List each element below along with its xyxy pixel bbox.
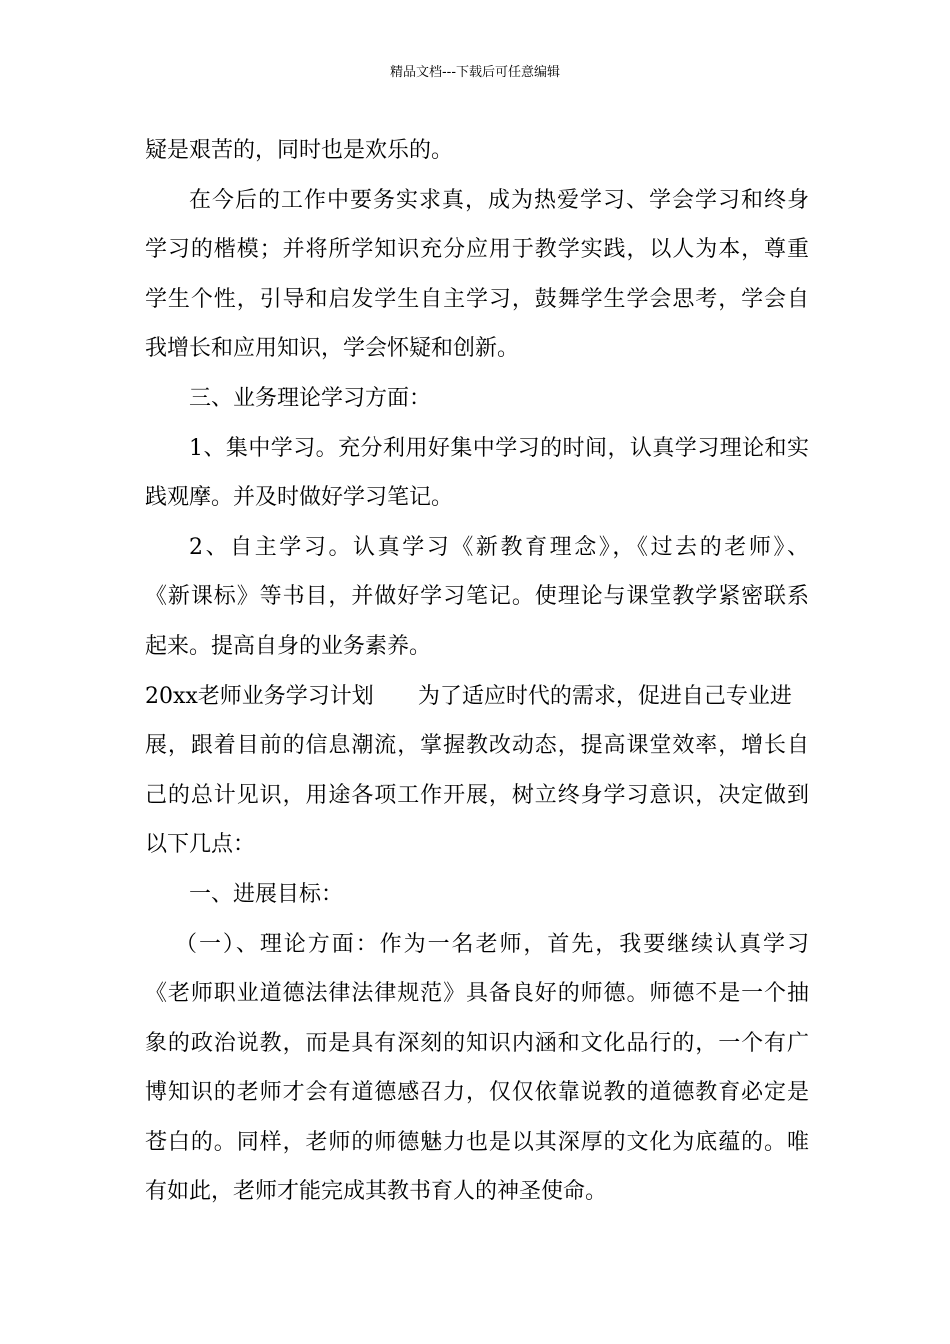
- text-line: 疑是艰苦的，同时也是欢乐的。: [145, 138, 454, 163]
- text-line: 学生个性，引导和启发学生自主学习，鼓舞学生学会思考，学会自: [145, 286, 809, 312]
- text-line: 己的总计见识，用途各项工作开展，树立终身学习意识，决定做到: [145, 782, 809, 808]
- plan-title-line: [145, 672, 809, 722]
- section-heading: 三、业务理论学习方面：: [189, 385, 432, 411]
- plan-title: 20xx老师业务学习计划: [145, 683, 374, 709]
- paragraph-start: 2、自主学习。认真学习《新教育理念》，《过去的老师》、: [189, 534, 809, 560]
- paragraph-start: （一）、理论方面：作为一名老师，首先，我要继续认真学习: [175, 931, 809, 957]
- plan-intro: 为了适应时代的需求，促进自己专业进: [417, 683, 792, 709]
- text-line: 学习的楷模；并将所学知识充分应用于教学实践，以人为本，尊重: [145, 237, 809, 263]
- text-line: 起来。提高自身的业务素养。: [145, 633, 432, 659]
- text-line: 有如此，老师才能完成其教书育人的神圣使命。: [145, 1179, 608, 1205]
- paragraph-start: 1、集中学习。充分利用好集中学习的时间，认真学习理论和实: [189, 435, 809, 461]
- text-line: 博知识的老师才会有道德感召力，仅仅依靠说教的道德教育必定是: [145, 1080, 809, 1106]
- document-body: [145, 126, 809, 1217]
- text-line: 以下几点：: [145, 832, 256, 858]
- text-line: 践观摩。并及时做好学习笔记。: [145, 485, 454, 511]
- text-line: 《新课标》等书目，并做好学习笔记。使理论与课堂教学紧密联系: [145, 584, 809, 610]
- section-heading: 一、进展目标：: [189, 881, 344, 907]
- text-line: 我增长和应用知识，学会怀疑和创新。: [145, 336, 520, 362]
- text-line: 象的政治说教，而是具有深刻的知识内涵和文化品行的，一个有广: [145, 1030, 809, 1056]
- text-line: 苍白的。同样，老师的师德魅力也是以其深厚的文化为底蕴的。唯: [145, 1129, 809, 1155]
- text-line: 展，跟着目前的信息潮流，掌握教改动态，提高课堂效率，增长自: [145, 733, 809, 759]
- paragraph-start: 在今后的工作中要务实求真，成为热爱学习、学会学习和终身: [189, 187, 809, 213]
- text-line: 《老师职业道德法律法律规范》具备良好的师德。师德不是一个抽: [145, 981, 809, 1007]
- page-header: 精品文档---下载后可任意编辑: [389, 65, 561, 80]
